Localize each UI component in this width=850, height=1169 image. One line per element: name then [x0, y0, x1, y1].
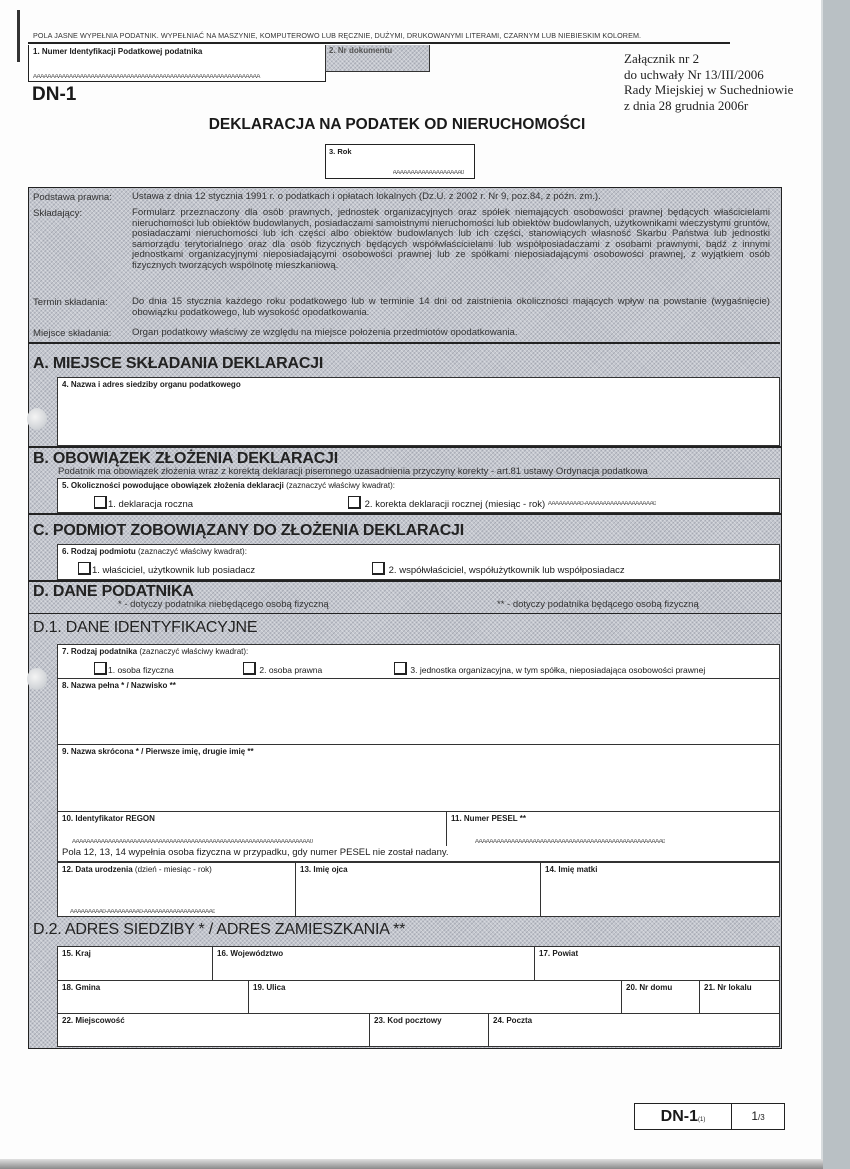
legal-value: Formularz przeznaczony dla osób prawnych, jednostek organizacyjnych oraz spółek niemających osobowości prawnej będących właścicielami nieruchomości lub obiektów budowlanych, posiadaczami samoistnymi nieruchomości lub obiektów budowlanych, użytkownikami wieczystymi gruntów, posiadaczami nieruchomości lub ich części albo obiektów budowlanych lub ich części, stanowiących własność Skarbu Państwa lub jednostki samorządu terytorialnego oraz dla osób fizycznych będących współwłaścicielami lub współposiadaczami z osobami prawnymi, bądź z innymi jednostkami organizacyjnymi nieposiadającymi osobowości prawnej lub ze spółkami nieposiadającymi osobowości prawnej, z wyjątkiem osób fizycznych tworzących wspólnotę mieszkaniową.: [132, 207, 770, 271]
legal-value: Do dnia 15 stycznia każdego roku podatkowego lub w terminie 14 dni od zaistnienia okoliczności mających wpływ na powstanie (wygaśnięcie) obowiązku podatkowego, lub wysokość opodatkowania.: [132, 296, 770, 318]
field-13-label: 13. Imię ojca: [300, 865, 348, 874]
field-23-box[interactable]: [369, 1013, 490, 1047]
section-d2-title: D.2. ADRES SIEDZIBY * / ADRES ZAMIESZKANIA **: [33, 921, 406, 938]
field-9-box[interactable]: [57, 744, 780, 812]
section-b-note: Podatnik ma obowiązek złożenia wraz z korektą deklaracji pisemnego uzasadnienia przyczyny korekty - art.81 ustawy Ordynacja podatkowa: [58, 466, 648, 477]
section-separator: [28, 513, 782, 515]
option-co-owner[interactable]: [372, 562, 625, 576]
footer-page-number: [732, 1104, 784, 1129]
field-6-hint: (zaznaczyć właściwy kwadrat):: [138, 547, 247, 556]
field-17-box[interactable]: [534, 946, 780, 981]
field-24-label: 24. Poczta: [493, 1016, 533, 1025]
field-15-box[interactable]: [57, 946, 214, 981]
option-label: 1. osoba fizyczna: [108, 665, 174, 675]
footer-page-total: /3: [758, 1113, 765, 1122]
field-12-title: 12. Data urodzenia: [62, 865, 133, 874]
year-input-marks: ÅÅÅÅÅÅÅÅÅÅÅÅÅÅÅÅÅÅÅ0: [392, 170, 464, 176]
field-4-label: 4. Nazwa i adres siedziby organu podatkowego: [62, 380, 241, 389]
footer-form-code: [635, 1104, 732, 1129]
field-12-label: [62, 865, 212, 874]
pesel-note: Pola 12, 13, 14 wypełnia osoba fizyczna w przypadku, gdy numer PESEL nie został nadany.: [62, 847, 449, 858]
nip-field[interactable]: [28, 45, 326, 82]
field-14-label: 14. Imię matki: [545, 865, 598, 874]
option-label: 1. właściciel, użytkownik lub posiadacz: [92, 565, 256, 576]
field-10-box[interactable]: [57, 811, 448, 847]
option-organizational-unit[interactable]: [394, 662, 705, 675]
option-label: 2. osoba prawna: [259, 665, 323, 675]
section-separator: [28, 446, 782, 448]
legal-row: [33, 297, 770, 318]
field-8-label: 8. Nazwa pełna * / Nazwisko **: [62, 681, 176, 690]
option-label: 1. deklaracja roczna: [108, 499, 194, 510]
header-rule: [28, 42, 730, 44]
legal-key: Składający:: [33, 208, 83, 219]
field-6-label: [62, 547, 247, 556]
annex-line: Rady Miejskiej w Suchedniowie: [624, 82, 794, 97]
field-7-hint: (zaznaczyć właściwy kwadrat):: [139, 647, 249, 656]
regon-input-marks: ÅÅÅÅÅÅÅÅÅÅÅÅÅÅÅÅÅÅÅÅÅÅÅÅÅÅÅÅÅÅÅÅÅÅÅÅÅÅÅÅÅÅÅÅÅÅÅÅÅÅÅÅÅÅÅÅÅÅÅÅÅÅÅÅÅÅ0: [72, 839, 313, 845]
field-5-title: 5. Okoliczności powodujące obowiązek złożenia deklaracji: [62, 481, 284, 490]
annex-line: z dnia 28 grudnia 2006r: [624, 97, 749, 113]
field-6-box: [57, 544, 780, 580]
legal-row: [33, 328, 770, 339]
section-c-title: C. PODMIOT ZOBOWIĄZANY DO ZŁOŻENIA DEKLARACJI: [33, 522, 464, 539]
legal-key: Podstawa prawna:: [33, 192, 112, 203]
nip-label: 1. Numer Identyfikacji Podatkowej podatnika: [33, 47, 203, 56]
section-d1-title: D.1. DANE IDENTYFIKACYJNE: [33, 619, 258, 636]
field-14-box[interactable]: [540, 862, 780, 917]
checkbox[interactable]: [243, 662, 256, 675]
section-separator: [28, 580, 782, 582]
footer-code: DN-1: [660, 1108, 698, 1125]
field-8-box[interactable]: [57, 678, 780, 745]
annex-line: Załącznik nr 2: [624, 51, 700, 66]
section-a-title: A. MIEJSCE SKŁADANIA DEKLARACJI: [33, 355, 324, 372]
field-4-box[interactable]: [57, 377, 780, 446]
field-13-box[interactable]: [295, 862, 542, 917]
birth-date-marks: ÅÅÅÅÅÅÅÅÅ0-ÅÅÅÅÅÅÅÅÅ0-ÅÅÅÅÅÅÅÅÅÅÅÅÅÅÅÅÅÅÅ0: [70, 909, 216, 915]
field-12-hint: (dzień - miesiąc - rok): [134, 865, 212, 874]
legal-key: Miejsce składania:: [33, 328, 112, 339]
field-21-label: 21. Nr lokalu: [704, 983, 752, 992]
checkbox[interactable]: [372, 562, 385, 575]
checkbox[interactable]: [94, 496, 107, 509]
document-number-field: [325, 45, 430, 72]
field-12-box[interactable]: [57, 862, 297, 917]
field-21-box[interactable]: [699, 980, 780, 1014]
section-d-title: D. DANE PODATNIKA: [33, 583, 194, 600]
option-label: 3. jednostka organizacyjna, w tym spółka, nieposiadająca osobowości prawnej: [410, 665, 706, 675]
section-b-title: B. OBOWIĄZEK ZŁOŻENIA DEKLARACJI: [33, 450, 338, 467]
field-20-label: 20. Nr domu: [626, 983, 673, 992]
note-natural-person: ** - dotyczy podatnika będącego osobą fizyczną: [497, 599, 699, 610]
pesel-input-marks: ÅÅÅÅÅÅÅÅÅÅÅÅÅÅÅÅÅÅÅÅÅÅÅÅÅÅÅÅÅÅÅÅÅÅÅÅÅÅÅÅÅÅÅÅÅÅÅÅÅÅÅÅ0: [475, 839, 666, 845]
field-18-box[interactable]: [57, 980, 250, 1014]
field-5-box: [57, 478, 780, 513]
year-field[interactable]: [325, 144, 475, 179]
footer-page: 1: [751, 1109, 758, 1123]
page-title: DEKLARACJA NA PODATEK OD NIERUCHOMOŚCI: [208, 116, 586, 133]
field-16-label: 16. Województwo: [217, 949, 284, 958]
note-legal-person: * - dotyczy podatnika niebędącego osobą fizyczną: [118, 599, 329, 610]
field-7-box: [57, 644, 780, 679]
section-separator: [28, 613, 782, 614]
legal-value: Organ podatkowy właściwy ze względu na miejsce położenia przedmiotów opodatkowania.: [132, 327, 518, 338]
punch-hole: [27, 668, 47, 690]
form-code: DN-1: [32, 84, 77, 105]
option-label: 2. korekta deklaracji rocznej (miesiąc - rok): [364, 499, 546, 510]
legal-row: [33, 192, 770, 203]
legal-key: Termin składania:: [33, 297, 108, 308]
field-22-box[interactable]: [57, 1013, 371, 1047]
field-18-label: 18. Gmina: [62, 983, 101, 992]
field-10-label: 10. Identyfikator REGON: [62, 814, 155, 823]
field-5-label: [62, 481, 395, 490]
checkbox[interactable]: [348, 496, 361, 509]
field-15-label: 15. Kraj: [62, 949, 91, 958]
option-natural-person[interactable]: [94, 662, 174, 675]
checkbox[interactable]: [94, 662, 107, 675]
checkbox[interactable]: [78, 562, 91, 575]
annex-line: do uchwały Nr 13/III/2006: [624, 66, 764, 82]
option-owner[interactable]: [78, 562, 255, 576]
field-7-label: [62, 647, 248, 656]
field-23-label: 23. Kod pocztowy: [374, 1016, 442, 1025]
field-9-label: 9. Nazwa skrócona * / Pierwsze imię, drugie imię **: [62, 747, 254, 756]
fill-instructions: POLA JASNE WYPEŁNIA PODATNIK. WYPEŁNIAĆ NA MASZYNIE, KOMPUTEROWO LUB RĘCZNIE, DUŻYMI, DRUKOWANYMI LITERAMI, CZARNYM LUB NIEBIESKIM KOLOREM.: [33, 31, 642, 40]
punch-hole: [27, 408, 47, 430]
annex-note: [624, 51, 793, 113]
footer-version: (1): [698, 1117, 706, 1123]
field-11-box[interactable]: [446, 811, 780, 847]
field-5-hint: (zaznaczyć właściwy kwadrat):: [286, 481, 395, 490]
field-6-title: 6. Rodzaj podmiotu: [62, 547, 136, 556]
option-label: 2. współwłaściciel, współużytkownik lub współposiadacz: [388, 565, 625, 576]
field-24-box[interactable]: [488, 1013, 780, 1047]
field-11-label: 11. Numer PESEL **: [451, 814, 526, 823]
option-correction[interactable]: [348, 496, 656, 510]
scanner-edge: [821, 0, 850, 1169]
option-legal-person[interactable]: [243, 662, 322, 675]
document-number-label: 2. Nr dokumentu: [329, 46, 393, 55]
legal-row: [33, 208, 770, 272]
page-footer: [634, 1103, 785, 1130]
nip-input-marks: ÅÅÅÅÅÅÅÅÅÅÅÅÅÅÅÅÅÅÅÅÅÅÅÅÅÅÅÅÅÅÅÅÅÅÅÅÅÅÅÅÅÅÅÅÅÅÅÅÅÅÅÅÅÅÅÅÅÅÅÅÅÅÅ: [33, 74, 260, 80]
field-16-box[interactable]: [212, 946, 536, 981]
checkbox[interactable]: [394, 662, 407, 675]
correction-date-marks: ÅÅÅÅÅÅÅÅÅ0-ÅÅÅÅÅÅÅÅÅÅÅÅÅÅÅÅÅÅÅ0: [547, 501, 657, 507]
option-annual-declaration[interactable]: [94, 496, 193, 510]
field-7-title: 7. Rodzaj podatnika: [62, 647, 138, 656]
page-bottom-shadow: [0, 1159, 823, 1169]
year-label: 3. Rok: [329, 147, 352, 156]
pesel-note-box: [57, 846, 780, 862]
field-20-box[interactable]: [621, 980, 701, 1014]
field-19-label: 19. Ulica: [253, 983, 286, 992]
legal-info: [28, 187, 780, 344]
legal-value: Ustawa z dnia 12 stycznia 1991 r. o podatkach i opłatach lokalnych (Dz.U. z 2002 r. Nr 9, poz.84, z późn. zm.).: [132, 191, 601, 202]
margin-mark: [17, 10, 20, 62]
field-22-label: 22. Miejscowość: [62, 1016, 125, 1025]
field-17-label: 17. Powiat: [539, 949, 579, 958]
field-19-box[interactable]: [248, 980, 623, 1014]
